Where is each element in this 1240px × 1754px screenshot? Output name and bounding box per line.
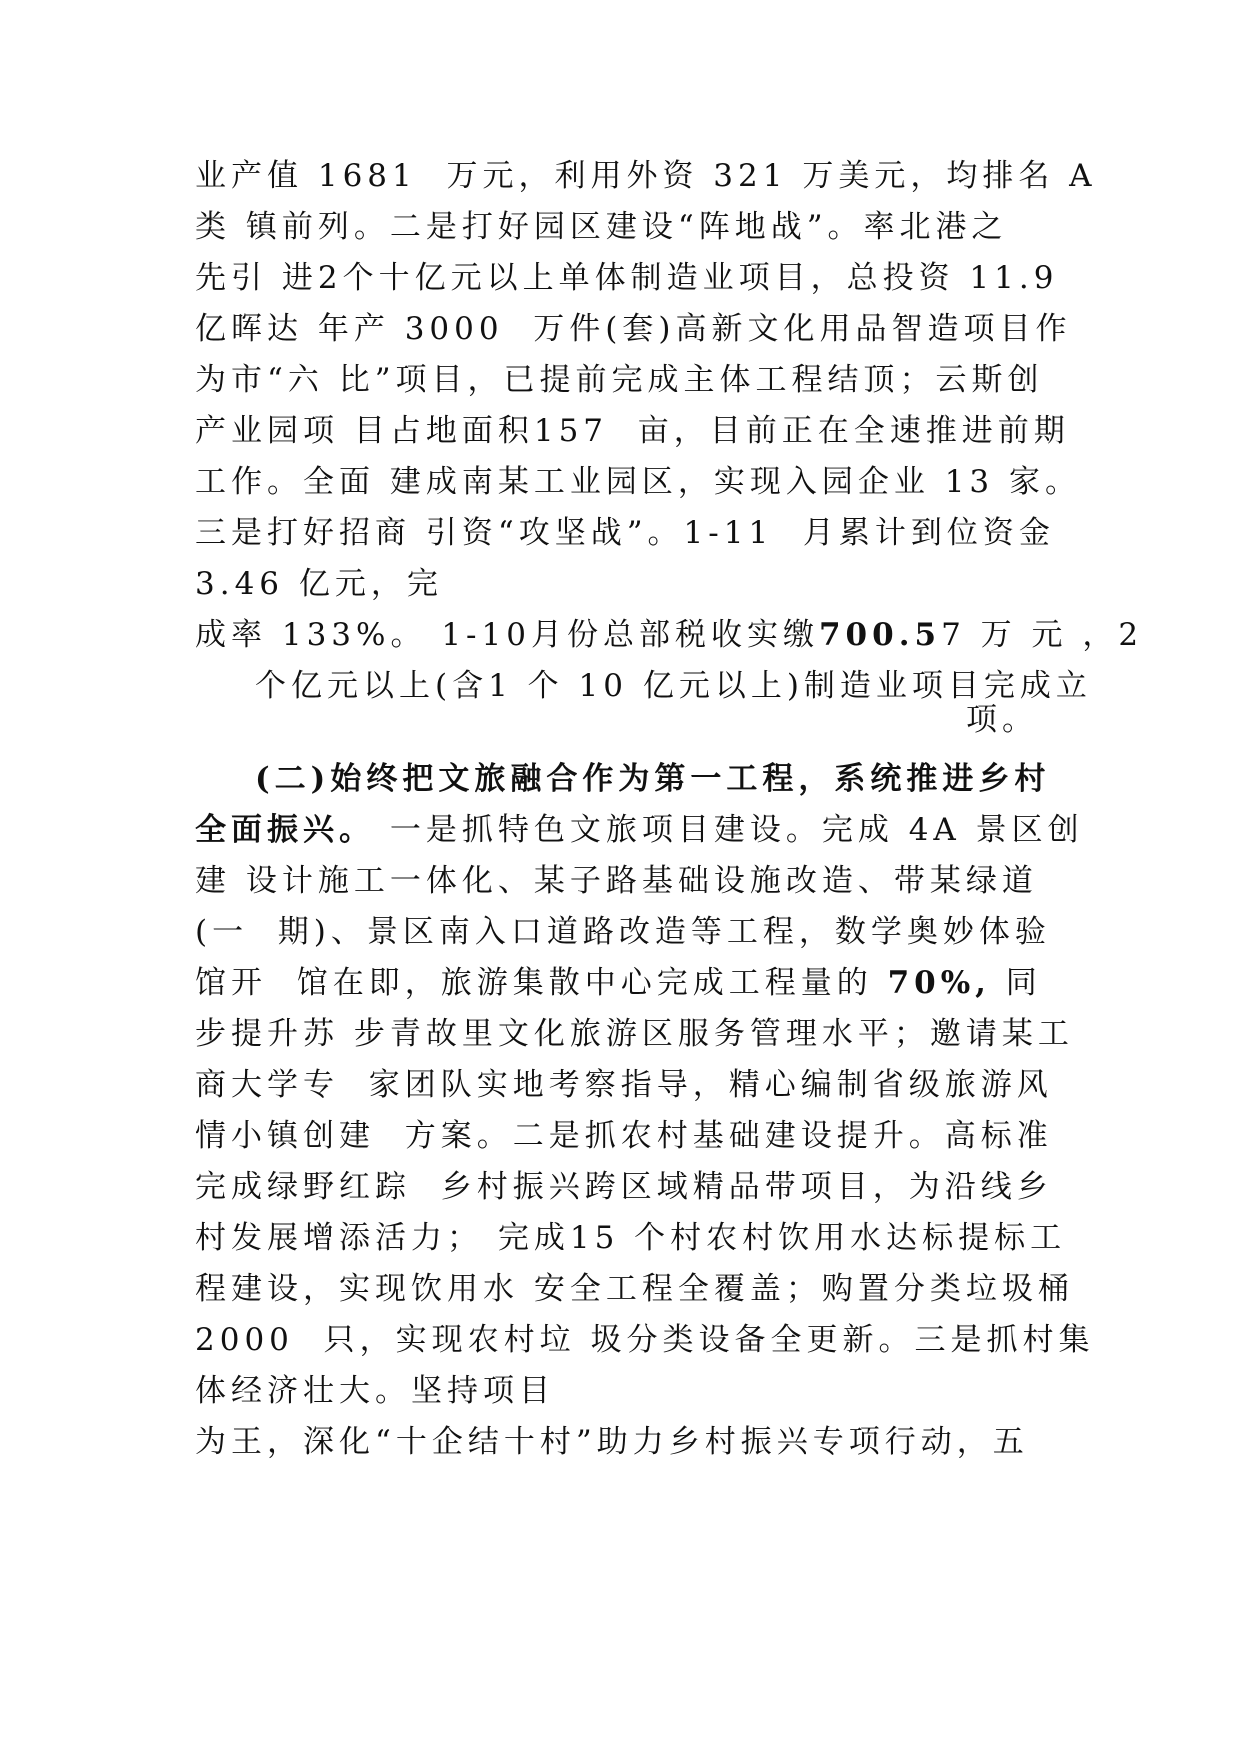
text-line: 3.46 亿元，完 [195,566,443,602]
text-span: 成率 133%。 1-10月份总部税收实缴 [195,617,819,653]
section-heading-end: 全面振兴。 [195,812,375,848]
text-line: 村发展增添活力； 完成15 个村农村饮用水达标提标工 [195,1220,1067,1256]
text-line: 业产值 1681 万元，利用外资 321 万美元，均排名 A [195,158,1097,194]
text-line: 体经济壮大。坚持项目 [195,1373,555,1409]
text-line [195,615,1143,655]
text-span-bold: 70%, [887,965,991,1001]
text-line: 先引 进2个十亿元以上单体制造业项目，总投资 11.9 [195,260,1059,296]
text-line: 步提升苏 步青故里文化旅游区服务管理水平；邀请某工 [195,1016,1074,1052]
text-line: 商大学专 家团队实地考察指导，精心编制省级旅游风 [195,1067,1053,1103]
text-line: 类 镇前列。二是打好园区建设“阵地战”。率北港之 [195,209,1008,245]
text-line: 亿晖达 年产 3000 万件(套)高新文化用品智造项目作 [195,311,1072,347]
text-line: 项。 [966,702,1038,738]
text-line: 工作。全面 建成南某工业园区，实现入园企业 13 家。 [195,464,1082,500]
text-line: 三是打好招商 引资“攻坚战”。1-11 月累计到位资金 [195,515,1055,551]
text-span: 7 万 元 ，2 [941,617,1144,653]
text-span: 一是抓特色文旅项目建设。完成 4A 景区创 [375,812,1084,848]
text-line: 为市“六 比”项目，已提前完成主体工程结顶；云斯创 [195,362,1044,398]
text-line: 2000 只，实现农村垃 圾分类设备全更新。三是抓村集 [195,1322,1095,1358]
text-line: 情小镇创建 方案。二是抓农村基础建设提升。高标准 [195,1118,1053,1154]
section-heading: (二)始终把文旅融合作为第一工程，系统推进乡村 [255,761,1051,797]
text-line [195,810,1084,850]
text-line: 完成绿野红踪 乡村振兴跨区域精品带项目，为沿线乡 [195,1169,1053,1205]
text-span-bold: 700.5 [818,617,942,653]
text-line: 产业园项 目占地面积157 亩，目前正在全速推进前期 [195,413,1070,449]
text-line: 个亿元以上(含1 个 10 亿元以上)制造业项目完成立 [255,668,1092,704]
text-line: 为王，深化“十企结十村”助力乡村振兴专项行动，五 [195,1424,1029,1460]
text-line [195,963,1042,1003]
text-line: (一 期)、景区南入口道路改造等工程，数学奥妙体验 [195,914,1051,950]
text-span: 馆开 馆在即，旅游集散中心完成工程量的 [195,965,888,1001]
text-line: 建 设计施工一体化、某子路基础设施改造、带某绿道 [195,863,1038,899]
text-span: 同 [990,965,1042,1001]
text-line: 程建设，实现饮用水 安全工程全覆盖；购置分类垃圾桶 [195,1271,1074,1307]
